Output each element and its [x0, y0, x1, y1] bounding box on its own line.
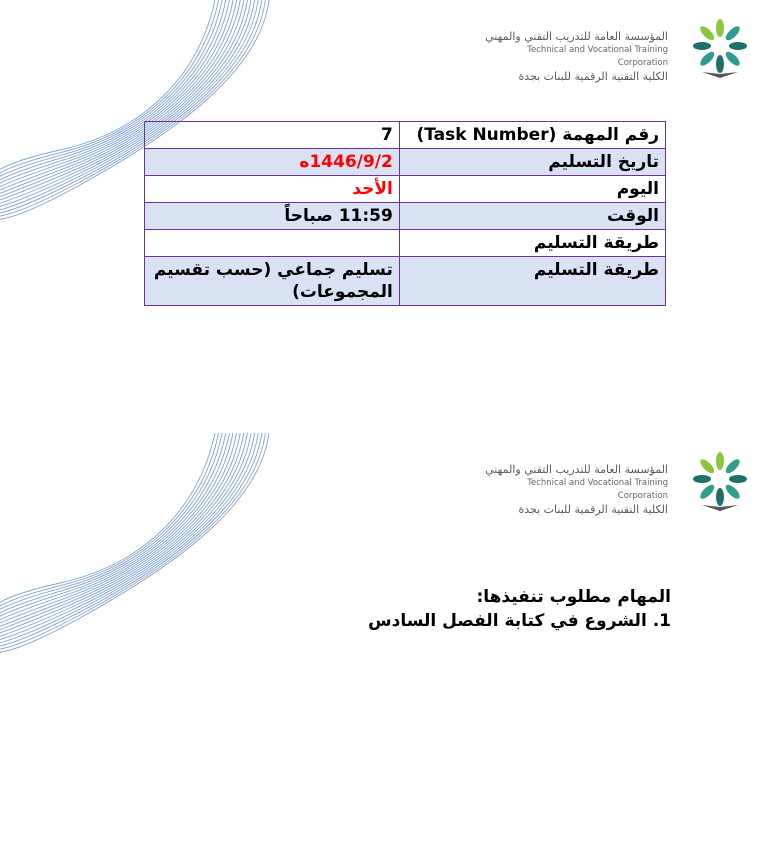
- task-info-table: [144, 121, 666, 306]
- table-row: [145, 230, 666, 257]
- wave-line: [0, 433, 262, 649]
- task-item: 1. الشروع في كتابة الفصل السادس: [368, 611, 671, 631]
- logo-college-name: الكلية التقنية الرقمية للبنات بجدة: [518, 70, 668, 83]
- delivery-method-value: تسليم جماعي (حسب تقسيم المجموعات): [145, 257, 400, 306]
- task-number-value: 7: [145, 122, 400, 149]
- table-row: [145, 203, 666, 230]
- logo-text: [480, 30, 668, 84]
- wave-line: [0, 433, 237, 640]
- due-date-value: 1446/9/2ه: [145, 149, 400, 176]
- wave-line: [0, 433, 244, 643]
- organization-logo: [480, 449, 750, 515]
- task-number-label: رقم المهمة (Task Number): [399, 122, 665, 149]
- wave-line: [0, 433, 269, 653]
- logo-text: [480, 463, 668, 517]
- logo-english-title: Technical and Vocational Training Corporation: [527, 45, 668, 68]
- tasks-heading: المهام مطلوب تنفيذها:: [476, 587, 671, 607]
- palm-leaf-logo-icon: [690, 16, 750, 82]
- organization-logo: [480, 16, 750, 82]
- palm-leaf-logo-icon: [690, 449, 750, 515]
- logo-arabic-title: المؤسسة العامة للتدريب التقني والمهني: [485, 463, 668, 476]
- logo-english-title: Technical and Vocational Training Corporation: [527, 478, 668, 501]
- due-date-label: تاريخ التسليم: [399, 149, 665, 176]
- logo-arabic-title: المؤسسة العامة للتدريب التقني والمهني: [485, 30, 668, 43]
- page-2: [0, 433, 768, 866]
- time-label: الوقت: [399, 203, 665, 230]
- day-value: الأحد: [145, 176, 400, 203]
- delivery-method-label: طريقة التسليم: [399, 257, 665, 306]
- tasks-section: [368, 585, 671, 633]
- delivery-method-value: [145, 230, 400, 257]
- decorative-waves: [0, 433, 300, 653]
- time-value: 11:59 صباحاً: [145, 203, 400, 230]
- table-row: [145, 176, 666, 203]
- wave-line: [0, 433, 251, 645]
- logo-college-name: الكلية التقنية الرقمية للبنات بجدة: [518, 503, 668, 516]
- wave-line: [0, 433, 219, 634]
- day-label: اليوم: [399, 176, 665, 203]
- delivery-method-label: طريقة التسليم: [399, 230, 665, 257]
- wave-line: [0, 433, 233, 639]
- table-row: [145, 149, 666, 176]
- wave-line: [0, 433, 240, 641]
- table-row: [145, 257, 666, 306]
- table-row: [145, 122, 666, 149]
